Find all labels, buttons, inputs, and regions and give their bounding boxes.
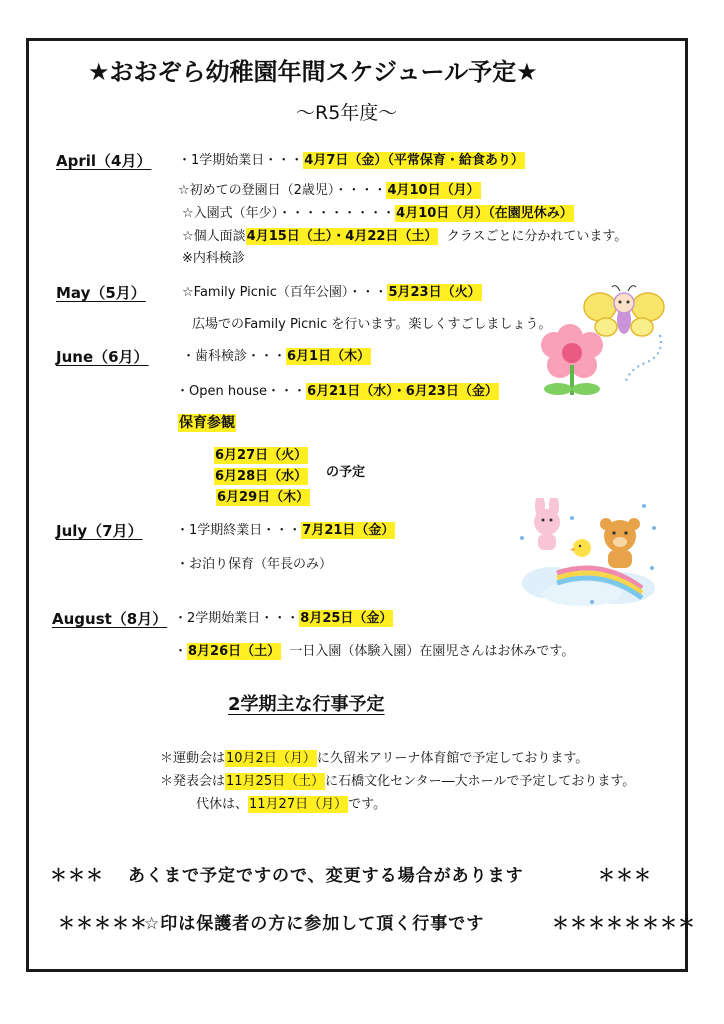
august-l2-dot: ・ <box>174 644 188 659</box>
august-l1-text: ・2学期始業日・・・ <box>174 611 300 626</box>
july-line-2: ・お泊り保育（年長のみ） <box>176 557 333 572</box>
may-line-1 <box>182 286 482 299</box>
june-dates-note: の予定 <box>326 465 366 480</box>
may-l1-text: ☆Family Picnic（百年公園）・・・ <box>182 285 388 300</box>
june-date-1 <box>214 449 308 462</box>
april-l4-text: ☆個人面談 <box>182 229 246 244</box>
term2-l2-post: に石橋文化センター―大ホールで予定しております。 <box>325 774 636 789</box>
footer-1-left-marks: ＊＊＊ <box>50 866 104 886</box>
term2-line-3 <box>196 798 386 811</box>
august-l2-text: 一日入園（体験入園）在園児さんはお休みです。 <box>289 644 575 659</box>
june-date-3 <box>216 491 310 504</box>
april-l2-highlight: 4月10日（月） <box>387 183 480 198</box>
footer-2-text: ☆印は保護者の方に参加して頂く行事です <box>144 914 485 934</box>
flower-butterfly-illustration <box>540 285 680 405</box>
august-line-2 <box>174 645 574 658</box>
footer-2-left-marks: ＊＊＊＊＊ <box>58 914 148 934</box>
page-title: ★おおぞら幼稚園年間スケジュール予定★ <box>88 58 538 86</box>
july-line-1 <box>176 524 395 537</box>
month-july: July（7月） <box>56 522 143 540</box>
april-l4-highlight: 4月15日（土）・4月22日（土） <box>246 229 438 244</box>
term2-l2-text: ＊発表会は <box>160 774 226 789</box>
june-date-3-text: 6月29日（木） <box>217 490 310 505</box>
footer-1-right-marks: ＊＊＊ <box>598 866 652 886</box>
june-date-2-text: 6月28日（水） <box>215 469 308 484</box>
term2-l2-highlight: 11月25日（土） <box>226 774 325 789</box>
june-l1-highlight: 6月1日（木） <box>287 349 371 364</box>
month-april: April（4月） <box>56 152 152 170</box>
page-subtitle: ～R5年度～ <box>296 102 398 124</box>
april-l2-text: ☆初めての登園日（2歳児）・・・・ <box>178 183 387 198</box>
august-l1-highlight: 8月25日（金） <box>300 611 393 626</box>
june-l1-text: ・歯科検診・・・ <box>182 349 287 364</box>
april-l1-text: ・1学期始業日・・・ <box>178 153 304 168</box>
april-line-5: ※内科検診 <box>182 251 245 266</box>
july-l1-text: ・1学期終業日・・・ <box>176 523 302 538</box>
term2-line-1 <box>160 752 588 765</box>
month-june: June（6月） <box>56 348 149 366</box>
term2-line-2 <box>160 775 635 788</box>
april-l4-note: クラスごとに分かれています。 <box>446 229 628 244</box>
july-l1-highlight: 7月21日（金） <box>302 523 395 538</box>
april-l3-text: ☆入園式（年少）・・・・・・・・・ <box>182 206 396 221</box>
april-l1-highlight: 4月7日（金）（平常保育・給食あり） <box>304 153 524 168</box>
june-line-1 <box>182 350 371 363</box>
august-line-1 <box>174 612 393 625</box>
june-line-2 <box>176 385 499 398</box>
month-may: May（5月） <box>56 284 146 302</box>
term2-heading: 2学期主な行事予定 <box>228 694 385 715</box>
june-l2-text: ・Open house・・・ <box>176 384 307 399</box>
footer-2-right-marks: ＊＊＊＊＊＊＊＊ <box>552 914 696 934</box>
term2-l1-text: ＊運動会は <box>160 751 226 766</box>
april-l3-highlight: 4月10日（月）（在園児休み） <box>396 206 573 221</box>
term2-l3-post: です。 <box>348 797 387 812</box>
term2-l1-post: に久留米アリーナ体育館で予定しております。 <box>316 751 589 766</box>
august-l2-highlight: 8月26日（土） <box>188 644 281 659</box>
april-line-3 <box>182 207 574 220</box>
june-l3-highlight: 保育参観 <box>179 415 235 431</box>
footer-1-text: あくまで予定ですので、変更する場合があります <box>128 866 524 886</box>
animals-rainbow-illustration <box>512 498 662 610</box>
june-date-1-text: 6月27日（火） <box>215 448 308 463</box>
may-l1-highlight: 5月23日（火） <box>388 285 481 300</box>
june-l2-highlight: 6月21日（水）・6月23日（金） <box>307 384 498 399</box>
june-line-3 <box>178 416 236 430</box>
april-line-2 <box>178 184 481 197</box>
term2-l3-text: 代休は、 <box>196 797 249 812</box>
april-line-4 <box>182 230 627 243</box>
may-line-2: 広場でのFamily Picnic を行います。楽しくすごしましょう。 <box>192 317 552 332</box>
month-august: August（8月） <box>52 610 168 628</box>
june-date-2 <box>214 470 308 483</box>
term2-l3-highlight: 11月27日（月） <box>249 797 348 812</box>
term2-l1-highlight: 10月2日（月） <box>226 751 316 766</box>
april-line-1 <box>178 154 525 167</box>
